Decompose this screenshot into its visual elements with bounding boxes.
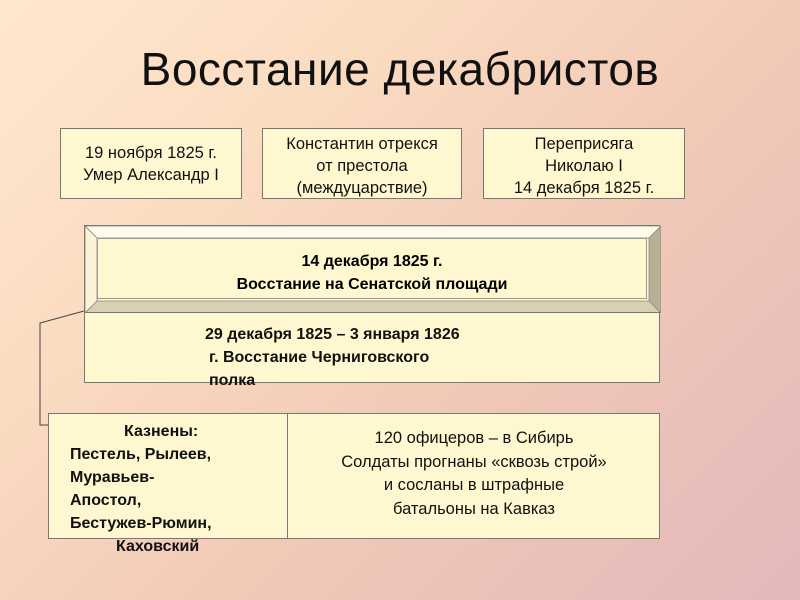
exiled-text	[288, 427, 660, 521]
bevel-face	[97, 238, 647, 299]
box-line: батальоны на Кавказ	[393, 499, 555, 518]
box-oath-nicholas	[483, 128, 685, 199]
box-line: от престола	[316, 157, 408, 175]
box-line: Переприсяга	[534, 135, 634, 153]
box-consequences	[48, 413, 660, 555]
executed-name: Муравьев-	[70, 469, 155, 486]
executed-name: Апостол,	[70, 492, 142, 509]
box-line: г. Восстание Черниговского	[209, 349, 430, 366]
box-line: 14 декабря 1825 г.	[301, 253, 443, 270]
box-line: 120 офицеров – в Сибирь	[374, 429, 574, 447]
box-konstantin-abdication	[262, 128, 462, 199]
box-line: (междуцарствие)	[296, 179, 428, 197]
box-alexander-death	[60, 128, 242, 199]
box-line: Константин отрекся	[286, 135, 438, 153]
box-chernigov-uprising	[84, 312, 660, 389]
page-title: Восстание декабристов	[140, 43, 660, 95]
executed-list	[48, 420, 288, 558]
box-line: Умер Александр I	[83, 166, 219, 184]
executed-name: Бестужев-Рюмин,	[70, 515, 212, 532]
box-line: 19 ноября 1825 г.	[85, 144, 217, 162]
executed-heading: Казнены:	[124, 423, 199, 440]
box-line: и сосланы в штрафные	[383, 476, 565, 494]
box-line: Солдаты прогнаны «сквозь строй»	[341, 452, 607, 471]
executed-name: Пестель, Рылеев,	[70, 446, 212, 463]
box-line: Николаю I	[545, 157, 623, 175]
box-line: Восстание на Сенатской площади	[236, 276, 508, 293]
box-line: полка	[209, 372, 256, 389]
box-line: 29 декабря 1825 – 3 января 1826	[205, 326, 460, 343]
box-senate-square-uprising	[84, 225, 660, 312]
box-line: 14 декабря 1825 г.	[513, 179, 655, 197]
executed-name: Каховский	[116, 538, 200, 555]
